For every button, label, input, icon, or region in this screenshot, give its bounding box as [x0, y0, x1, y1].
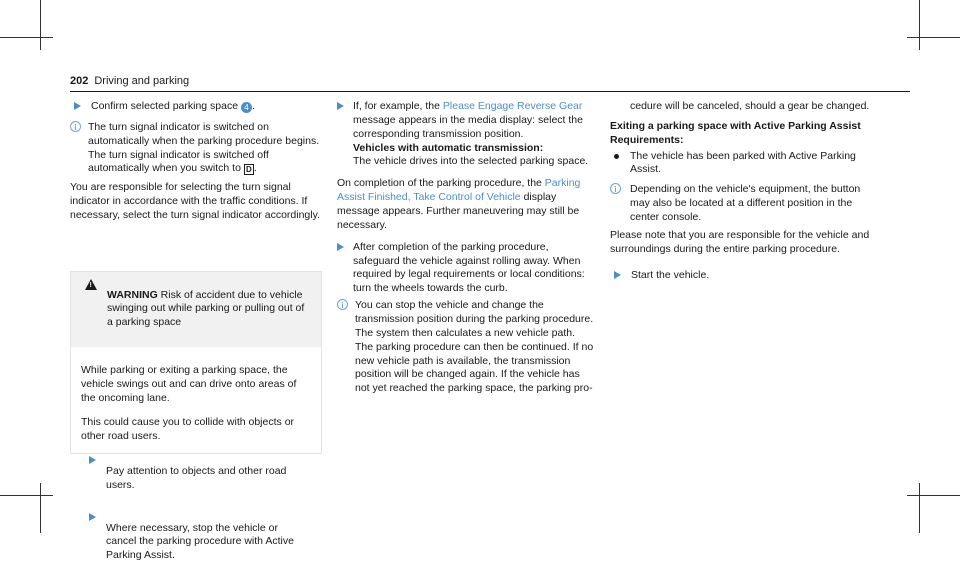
crop-mark: [0, 495, 53, 496]
crop-mark: [907, 495, 960, 496]
warning-box: [70, 271, 322, 562]
requirement-text: The vehicle has been parked with Active Parking Assist.: [630, 149, 856, 176]
note-text: The turn signal indicator is switched on automatically when the parking procedure begins. The turn signal indicator is switched off automatically when you switch to D .: [88, 120, 320, 175]
gear-d-symbol: D: [244, 164, 254, 175]
note-transmission: [337, 299, 595, 396]
warning-text: This could cause you to collide with objects or other road users.: [81, 416, 295, 443]
warning-title: WARNING Risk of accident due to vehicle swinging out while parking or pulling out of a parking space: [107, 288, 305, 329]
note-text: Depending on the vehicle's equipment, the button may also be located at a different position in the center console.: [630, 183, 861, 224]
warning-step: [89, 511, 311, 574]
crop-mark: [919, 483, 920, 533]
arrow-right-icon: [337, 102, 344, 110]
bullet-icon: [614, 154, 619, 159]
warning-text: While parking or exiting a parking space, the vehicle swings out and can drive onto areas of the oncoming lane.: [81, 364, 297, 404]
page-number: 202: [70, 75, 89, 87]
crop-mark: [0, 37, 53, 38]
callout-badge: 4: [241, 102, 252, 113]
requirements-heading: Requirements:: [610, 133, 684, 146]
step-confirm: [74, 100, 322, 114]
page-header: [70, 74, 189, 89]
warning-step: [89, 454, 311, 503]
responsibility-paragraph: You are responsible for selecting the turn signal indicator in accordance with the traffic conditions. If necessary, select the turn signal indicator accordingly.: [70, 181, 320, 222]
arrow-right-icon: [614, 271, 621, 279]
middle-column: [337, 100, 595, 396]
step-text: If, for example, the Please Engage Reverse Gear message appears in the media display: select the corresponding transmission position.: [353, 100, 583, 140]
note-text: You can stop the vehicle and change the transmission position during the parking procedure. The system then calculates a new vehicle path. The parking procedure can then be continued. If no new vehicle path is available, the transmission position will be changed again. If the vehicle has not yet reached the parking space, the parking pro-: [355, 299, 594, 395]
crop-mark: [40, 483, 41, 533]
step-engage-reverse: [337, 100, 595, 169]
responsibility-paragraph: Please note that you are responsible for the vehicle and surroundings during the entire parking procedure.: [610, 228, 870, 255]
note-continuation: cedure will be canceled, should a gear be changed.: [630, 100, 870, 112]
display-message: Parking Assist Finished, Take Control of Vehicle: [337, 177, 581, 204]
display-message: Please Engage Reverse Gear: [442, 100, 583, 112]
step-text: Confirm selected parking space 4 .: [91, 100, 255, 112]
section-title: Driving and parking: [94, 75, 190, 87]
step-safeguard: [337, 241, 595, 296]
warning-triangle-icon: !: [85, 279, 97, 290]
arrow-right-icon: [89, 456, 96, 464]
right-column: [610, 100, 872, 282]
warning-body: [71, 347, 321, 574]
warning-step-text: Pay attention to objects and other road users.: [106, 464, 287, 491]
step-text: Start the vehicle.: [631, 268, 710, 281]
step-start-vehicle: [614, 269, 872, 283]
subheading: Vehicles with automatic transmission:: [353, 141, 544, 154]
info-icon: i: [70, 121, 81, 132]
completion-paragraph: On completion of the parking procedure, the Parking Assist Finished, Take Control of Vehicle display message appears. Further maneuvering may still be necessary.: [337, 177, 581, 231]
note-button-location: [610, 183, 872, 225]
info-icon: i: [610, 183, 621, 194]
crop-mark: [40, 0, 41, 50]
section-heading: Exiting a parking space with Active Parking Assist: [610, 119, 861, 132]
step-text: The vehicle drives into the selected parking space.: [353, 155, 589, 168]
note-turn-signal: [70, 121, 322, 176]
arrow-right-icon: [74, 102, 81, 110]
info-icon: i: [337, 299, 348, 310]
header-rule: [70, 91, 910, 92]
crop-mark: [907, 37, 960, 38]
left-column: [70, 100, 322, 223]
requirement-item: [614, 150, 872, 178]
arrow-right-icon: [337, 243, 344, 251]
step-text: After completion of the parking procedure, safeguard the vehicle against rolling away. When required by legal requirements or local conditions: turn the wheels towards the curb.: [353, 240, 585, 295]
warning-step-text: Where necessary, stop the vehicle or cancel the parking procedure with Active Parking Assist.: [106, 521, 294, 562]
arrow-right-icon: [89, 513, 96, 521]
warning-header: [71, 272, 321, 347]
crop-mark: [919, 0, 920, 50]
